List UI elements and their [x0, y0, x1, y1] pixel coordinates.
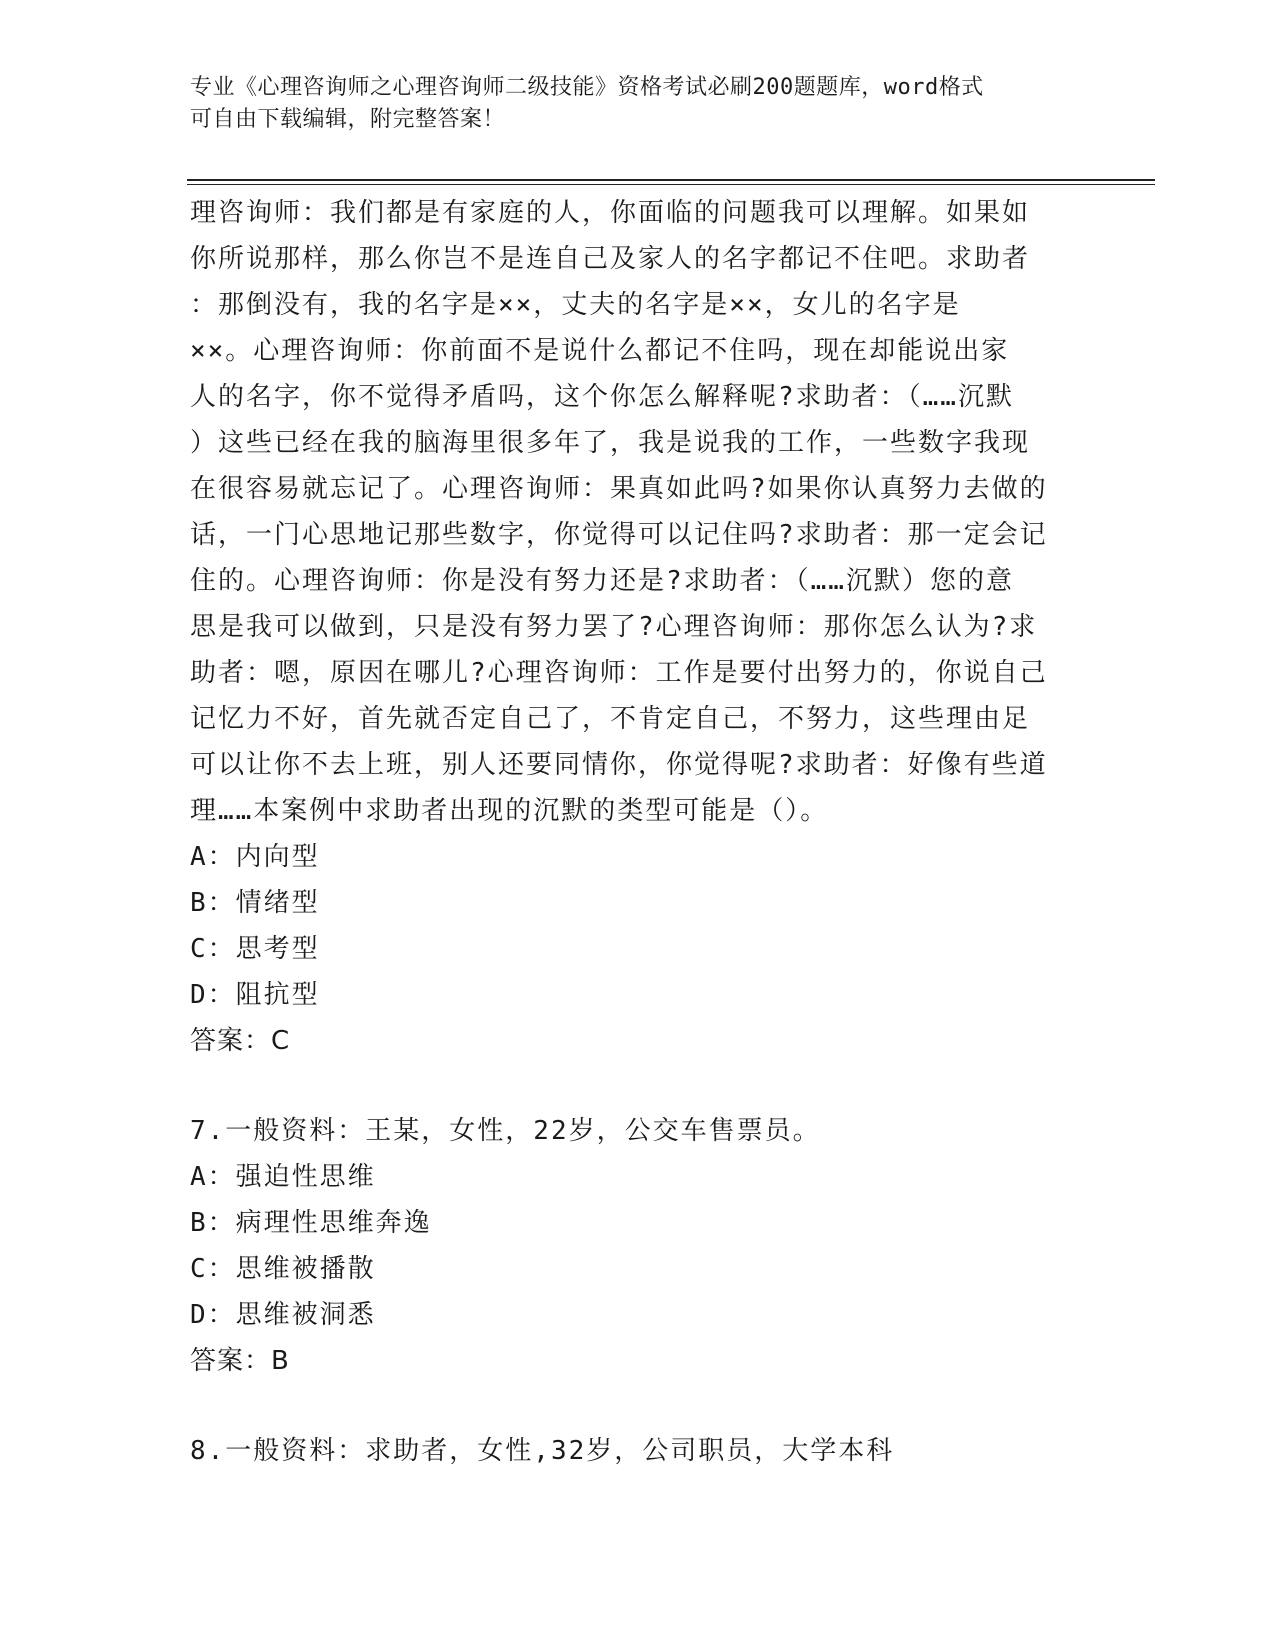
passage-line: 可以让你不去上班，别人还要同情你，你觉得呢?求助者：好像有些道 [190, 750, 1048, 780]
option-d: D：思维被洞悉 [190, 1300, 376, 1330]
passage-line: 记忆力不好，首先就否定自己了，不肯定自己，不努力，这些理由足 [190, 704, 1031, 734]
option-c: C：思维被播散 [190, 1254, 376, 1284]
passage-line: 助者：嗯，原因在哪儿?心理咨询师：工作是要付出努力的，你说自己 [190, 658, 1048, 688]
spacer [190, 1384, 1090, 1428]
header-divider-thin [187, 184, 1155, 185]
passage-line: 在很容易就忘记了。心理咨询师：果真如此吗?如果你认真努力去做的 [190, 474, 1048, 504]
passage-line: ××。心理咨询师：你前面不是说什么都记不住吗，现在却能说出家 [190, 336, 1010, 366]
header-title-line-2: 可自由下载编辑，附完整答案！ [190, 107, 506, 132]
passage-line: 住的。心理咨询师：你是没有努力还是?求助者：（……沉默）您的意 [190, 566, 1014, 596]
question-6-answer: 答案：C [190, 1026, 291, 1056]
question-8 [190, 1428, 1090, 1474]
header-divider-thick [187, 179, 1155, 181]
question-6-passage [190, 190, 1090, 834]
passage-line: 理……本案例中求助者出现的沉默的类型可能是（）。 [190, 796, 829, 826]
document-body [190, 190, 1090, 1474]
header-title-line-1: 专业《心理咨询师之心理咨询师二级技能》资格考试必刷200题题库，word格式 [190, 75, 984, 100]
option-c: C：思考型 [190, 934, 320, 964]
passage-line: ：那倒没有，我的名字是××，丈夫的名字是××，女儿的名字是 [190, 290, 961, 320]
question-6-options [190, 834, 1090, 1018]
option-d: D：阻抗型 [190, 980, 320, 1010]
passage-line: 人的名字，你不觉得矛盾吗，这个你怎么解释呢?求助者：（……沉默 [190, 382, 1014, 412]
passage-line: 理咨询师：我们都是有家庭的人，你面临的问题我可以理解。如果如 [190, 198, 1031, 228]
option-b: B：病理性思维奔逸 [190, 1208, 432, 1238]
question-7 [190, 1108, 1090, 1384]
passage-line: 话，一门心思地记那些数字，你觉得可以记住吗?求助者：那一定会记 [190, 520, 1048, 550]
document-header [190, 72, 1080, 136]
question-7-answer: 答案：B [190, 1346, 290, 1376]
option-a: A：强迫性思维 [190, 1162, 376, 1192]
spacer [190, 1064, 1090, 1108]
question-8-stem: 8.一般资料：求助者，女性,32岁，公司职员，大学本科 [190, 1436, 895, 1466]
option-a: A：内向型 [190, 842, 320, 872]
question-7-stem: 7.一般资料：王某，女性，22岁，公交车售票员。 [190, 1116, 821, 1146]
passage-line: 你所说那样，那么你岂不是连自己及家人的名字都记不住吧。求助者 [190, 244, 1031, 274]
passage-line: ）这些已经在我的脑海里很多年了，我是说我的工作，一些数字我现 [190, 428, 1031, 458]
passage-line: 思是我可以做到，只是没有努力罢了?心理咨询师：那你怎么认为?求 [190, 612, 1038, 642]
option-b: B：情绪型 [190, 888, 320, 918]
